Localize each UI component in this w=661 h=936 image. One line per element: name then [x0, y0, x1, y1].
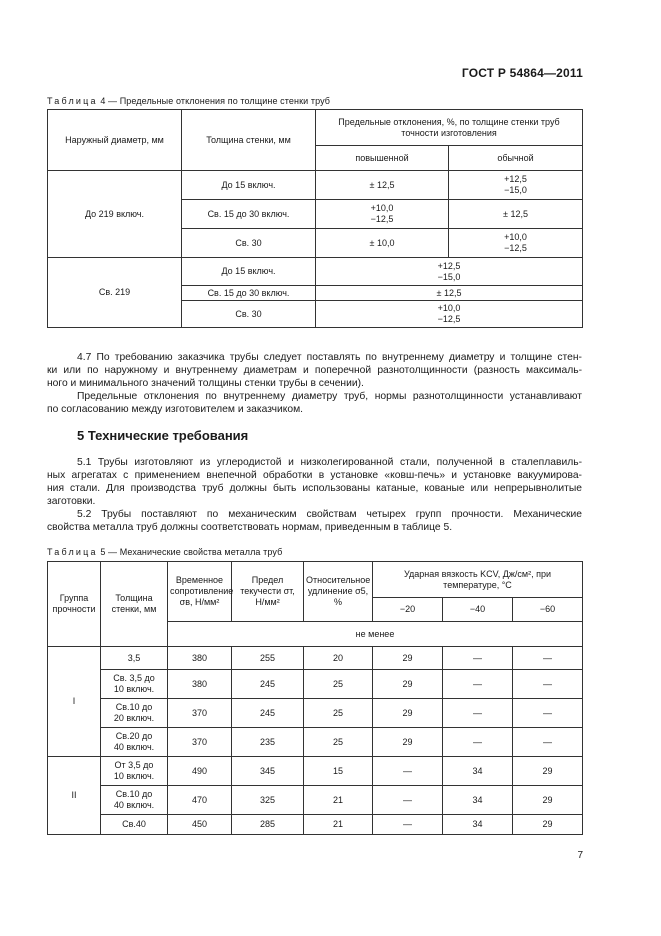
text-line: по согласованию между изготовителем и заказчиком.	[47, 404, 304, 415]
table4-header-high: повышенной	[316, 146, 449, 171]
document-code: ГОСТ Р 54864—2011	[461, 66, 583, 80]
table5-thickness-cell: Св.20 до 40 включ.	[101, 728, 168, 757]
table5-header-temp: −60	[513, 598, 583, 622]
table4-value-cell: +10,0 −12,5	[449, 229, 583, 258]
table5-group-cell: II	[48, 757, 101, 835]
table5-header-tensile: Временное сопротивление σв, Н/мм²	[168, 562, 232, 622]
table5-value-cell: —	[443, 728, 513, 757]
table5-value-cell: 34	[443, 786, 513, 815]
table5	[47, 561, 583, 835]
table5-value-cell: —	[513, 647, 583, 670]
table5-header-temp: −20	[373, 598, 443, 622]
table5-value-cell: 380	[168, 647, 232, 670]
table4-header-diameter: Наружный диаметр, мм	[48, 110, 182, 171]
table4-thickness-cell: Св. 30	[182, 229, 316, 258]
table5-thickness-cell: Св. 3,5 до 10 включ.	[101, 670, 168, 699]
table5-value-cell: —	[373, 786, 443, 815]
table5-value-cell: 29	[373, 728, 443, 757]
table5-caption-text: 5 — Механические свойства металла труб	[100, 547, 283, 557]
section-title: 5 Технические требования	[77, 428, 249, 443]
table4-header-normal: обычной	[449, 146, 583, 171]
table5-header-group: Группа прочности	[48, 562, 101, 647]
table5-value-cell: —	[513, 728, 583, 757]
table5-value-cell: —	[513, 699, 583, 728]
table5-group-cell: I	[48, 647, 101, 757]
table5-value-cell: 470	[168, 786, 232, 815]
table4-value-cell: +12,5 −15,0	[316, 258, 583, 286]
table5-header-yield: Предел текучести σт, Н/мм²	[232, 562, 304, 622]
table5-value-cell: 15	[304, 757, 373, 786]
table5-value-cell: 370	[168, 699, 232, 728]
text-line: ния стали. Для производства труб должны быть использованы катаные, кованые или непрерывнолитые	[47, 483, 582, 494]
table4-value-cell: +10,0 −12,5	[316, 301, 583, 328]
table4-caption-prefix: Таблица	[47, 96, 98, 106]
table5-value-cell: 325	[232, 786, 304, 815]
text-line: 4.7 По требованию заказчика трубы следует поставлять по внутреннему диаметру и толщине стен-	[77, 352, 582, 363]
table5-value-cell: 29	[373, 647, 443, 670]
table5-value-cell: —	[373, 757, 443, 786]
table5-header-thickness: Толщина стенки, мм	[101, 562, 168, 647]
text-line: заготовки.	[47, 496, 96, 507]
table5-thickness-cell: От 3,5 до 10 включ.	[101, 757, 168, 786]
table5-value-cell: 245	[232, 670, 304, 699]
table5-value-cell: 29	[513, 786, 583, 815]
table5-header-impact: Ударная вязкость KCV, Дж/см², при температуре, °C	[373, 562, 583, 598]
table4	[47, 109, 583, 328]
table5-value-cell: 20	[304, 647, 373, 670]
table5-value-cell: 25	[304, 728, 373, 757]
table5-value-cell: —	[373, 815, 443, 835]
paragraph-5-2	[47, 508, 582, 534]
table5-value-cell: 34	[443, 815, 513, 835]
text-line: ных агрегатах с применением внепечной обработки в установке «ковш-печь» и установке вакуумирова-	[47, 470, 582, 481]
table5-value-cell: 450	[168, 815, 232, 835]
table5-value-cell: 29	[373, 699, 443, 728]
table4-value-cell: ± 10,0	[316, 229, 449, 258]
table5-header-min: не менее	[168, 622, 583, 647]
table5-thickness-cell: Св.10 до 20 включ.	[101, 699, 168, 728]
table4-thickness-cell: До 15 включ.	[182, 258, 316, 286]
table4-caption-text: 4 — Предельные отклонения по толщине стенки труб	[100, 96, 331, 106]
table5-header-temp: −40	[443, 598, 513, 622]
table5-value-cell: —	[443, 670, 513, 699]
table5-caption	[47, 547, 282, 557]
table5-thickness-cell: Св.10 до 40 включ.	[101, 786, 168, 815]
table5-value-cell: 25	[304, 699, 373, 728]
table5-value-cell: 25	[304, 670, 373, 699]
table4-value-cell: ± 12,5	[449, 200, 583, 229]
table5-value-cell: 29	[513, 757, 583, 786]
table5-value-cell: 370	[168, 728, 232, 757]
text-line: ного и минимального значений толщины стенки трубы в сечении).	[47, 378, 364, 389]
table5-value-cell: —	[443, 699, 513, 728]
table4-value-cell: ± 12,5	[316, 171, 449, 200]
table4-value-cell: +10,0 −12,5	[316, 200, 449, 229]
table4-header-thickness: Толщина стенки, мм	[182, 110, 316, 171]
table5-value-cell: 21	[304, 815, 373, 835]
paragraph-5-1	[47, 456, 582, 508]
table4-thickness-cell: Св. 15 до 30 включ.	[182, 286, 316, 301]
text-line: 5.2 Трубы поставляют по механическим свойствам четырех групп прочности. Механические	[77, 509, 582, 520]
table4-value-cell: +12,5 −15,0	[449, 171, 583, 200]
table5-value-cell: 285	[232, 815, 304, 835]
table5-value-cell: —	[443, 647, 513, 670]
table5-value-cell: 21	[304, 786, 373, 815]
table4-header-deviation: Предельные отклонения, %, по толщине стенки труб точности изготовления	[316, 110, 583, 146]
table4-thickness-cell: Св. 30	[182, 301, 316, 328]
table5-thickness-cell: 3,5	[101, 647, 168, 670]
text-line: свойства металла труб должны соответствовать нормам, приведенным в таблице 5.	[47, 522, 453, 533]
table5-value-cell: —	[513, 670, 583, 699]
table4-caption	[47, 96, 330, 106]
table4-diameter-cell: До 219 включ.	[48, 171, 182, 258]
page-number: 7	[577, 850, 583, 861]
table4-thickness-cell: До 15 включ.	[182, 171, 316, 200]
table5-header-elongation: Относительное удлинение σ5, %	[304, 562, 373, 622]
table5-value-cell: 255	[232, 647, 304, 670]
table5-value-cell: 380	[168, 670, 232, 699]
table5-value-cell: 34	[443, 757, 513, 786]
text-line: ки или по наружному и внутреннему диаметрам и поперечной разнотолщинности (разность максималь-	[47, 365, 582, 376]
table4-thickness-cell: Св. 15 до 30 включ.	[182, 200, 316, 229]
text-line: 5.1 Трубы изготовляют из углеродистой и низколегированной стали, полученной в сталеплавиль-	[77, 457, 582, 468]
paragraph-4-7	[47, 351, 582, 416]
text-line: Предельные отклонения по внутреннему диаметру труб, нормы разнотолщинности устанавливают	[77, 391, 582, 402]
table4-value-cell: ± 12,5	[316, 286, 583, 301]
table4-diameter-cell: Св. 219	[48, 258, 182, 328]
table5-thickness-cell: Св.40	[101, 815, 168, 835]
table5-value-cell: 235	[232, 728, 304, 757]
table5-value-cell: 29	[373, 670, 443, 699]
table5-value-cell: 490	[168, 757, 232, 786]
table5-value-cell: 345	[232, 757, 304, 786]
table5-caption-prefix: Таблица	[47, 547, 98, 557]
table5-value-cell: 29	[513, 815, 583, 835]
table5-value-cell: 245	[232, 699, 304, 728]
